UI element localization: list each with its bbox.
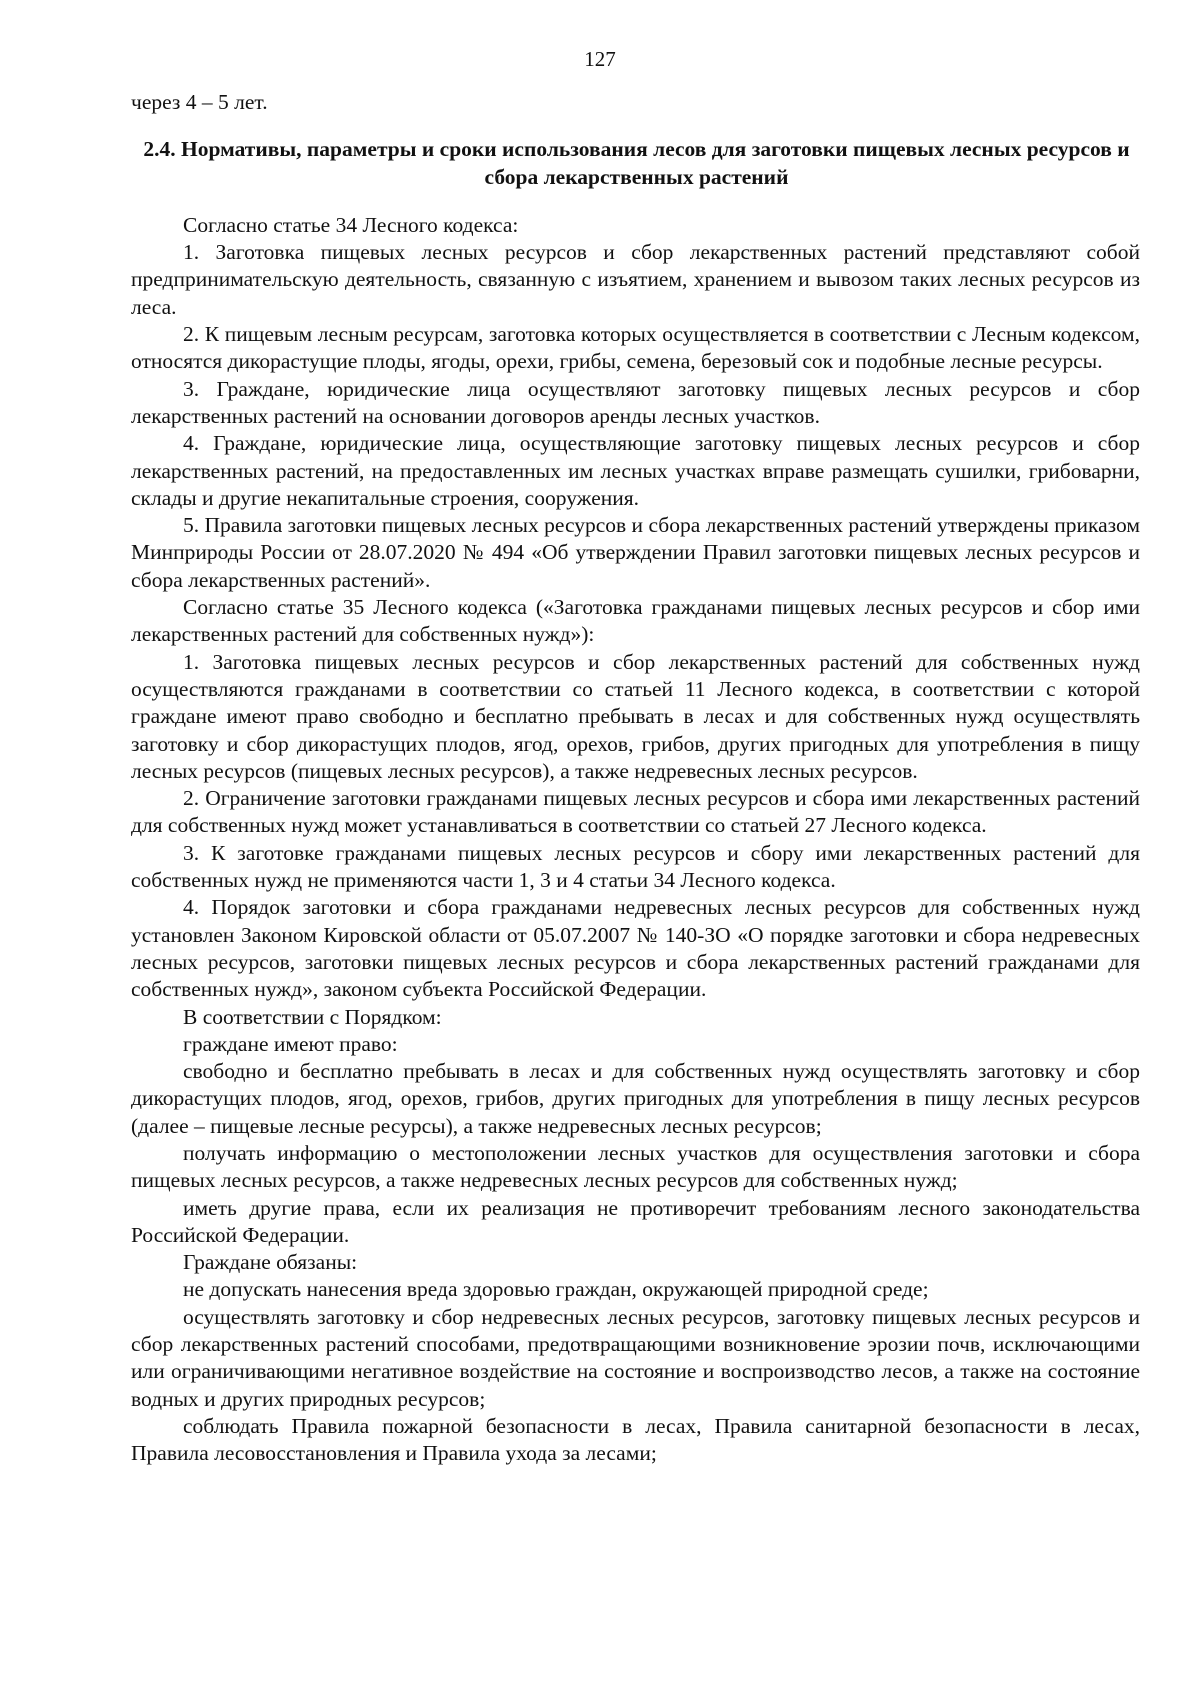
document-body <box>131 89 1140 1468</box>
carryover-text: через 4 – 5 лет. <box>131 90 268 114</box>
paragraph-art34-intro: Согласно статье 34 Лесного кодекса: <box>183 212 519 237</box>
paragraph-art34-item-5: 5. Правила заготовки пищевых лесных ресурсов и сбора лекарственных растений утверждены приказом Минприроды России от 28.07.2020 № 494 «Об утверждении Правил заготовки пищевых лесных ресурсов и сбора лекарственных растений». <box>131 513 1140 592</box>
paragraph-art34-item-2: 2. К пищевым лесным ресурсам, заготовка которых осуществляется в соответствии с Лесным кодексом, относятся дикорастущие плоды, ягоды, орехи, грибы, семена, березовый сок и подобные лесные ресурсы. <box>131 322 1140 374</box>
paragraph-art35-item-1: 1. Заготовка пищевых лесных ресурсов и сбор лекарственных растений для собственных нужд осуществляются гражданами в соответствии со статьей 11 Лесного кодекса, в соответствии с которой граждане имеют право свободно и бесплатно пребывать в лесах и для собственных нужд осуществлять заготовку и сбор дикорастущих плодов, ягод, орехов, грибов, других пригодных для употребления в пищу лесных ресурсов (пищевых лесных ресурсов), а также недревесных лесных ресурсов. <box>131 649 1140 783</box>
section-heading: 2.4. Нормативы, параметры и сроки использования лесов для заготовки пищевых лесных ресурсов и сбора лекарственных растений <box>143 137 1130 189</box>
paragraph-right-1: свободно и бесплатно пребывать в лесах и для собственных нужд осуществлять заготовку и сбор дикорастущих плодов, ягод, орехов, грибов, других пригодных для употребления в пищу лесных ресурсов (далее – пищевые лесные ресурсы), а также недревесных лесных ресурсов; <box>131 1059 1140 1138</box>
paragraph-art35-item-4: 4. Порядок заготовки и сбора гражданами недревесных лесных ресурсов для собственных нужд установлен Законом Кировской области от 05.07.2007 № 140-ЗО «О порядке заготовки и сбора недревесных лесных ресурсов, заготовки пищевых лесных ресурсов и сбора лекарственных растений гражданами для собственных нужд», законом субъекта Российской Федерации. <box>131 895 1140 1002</box>
paragraph-rights-heading: граждане имеют право: <box>183 1031 398 1056</box>
paragraph-duty-3: соблюдать Правила пожарной безопасности в лесах, Правила санитарной безопасности в лесах, Правила лесовосстановления и Правила ухода за лесами; <box>131 1413 1140 1466</box>
paragraph-art35-intro: Согласно статье 35 Лесного кодекса («Заготовка гражданами пищевых лесных ресурсов и сбор ими лекарственных растений для собственных нужд»): <box>131 595 1140 647</box>
page-number: 127 <box>584 47 616 71</box>
paragraph-art35-item-3: 3. К заготовке гражданами пищевых лесных ресурсов и сбору ими лекарственных растений для собственных нужд не применяются части 1, 3 и 4 статьи 34 Лесного кодекса. <box>131 840 1140 893</box>
paragraph-right-3: иметь другие права, если их реализация не противоречит требованиям лесного законодательства Российской Федерации. <box>131 1195 1140 1247</box>
paragraph-art34-item-4: 4. Граждане, юридические лица, осуществляющие заготовку пищевых лесных ресурсов и сбор лекарственных растений, на предоставленных им лесных участках вправе размещать сушилки, грибоварни, склады и другие некапитальные строения, сооружения. <box>131 431 1140 510</box>
paragraph-duty-1: не допускать нанесения вреда здоровью граждан, окружающей природной среде; <box>183 1277 929 1302</box>
paragraph-art34-item-1: 1. Заготовка пищевых лесных ресурсов и сбор лекарственных растений представляют собой предпринимательскую деятельность, связанную с изъятием, хранением и вывозом таких лесных ресурсов из леса. <box>131 240 1140 319</box>
paragraph-duties-heading: Граждане обязаны: <box>183 1250 358 1275</box>
paragraph-duty-2: осуществлять заготовку и сбор недревесных лесных ресурсов, заготовку пищевых лесных ресурсов и сбор лекарственных растений способами, предотвращающими возникновение эрозии почв, исключающими или ограничивающими негативное воздействие на состояние и воспроизводство лесов, а также на состояние водных и других природных ресурсов; <box>131 1304 1140 1411</box>
paragraph-order-intro: В соответствии с Порядком: <box>183 1004 442 1029</box>
paragraph-art34-item-3: 3. Граждане, юридические лица осуществляют заготовку пищевых лесных ресурсов и сбор лекарственных растений на основании договоров аренды лесных участков. <box>131 376 1140 428</box>
paragraph-right-2: получать информацию о местоположении лесных участков для осуществления заготовки и сбора пищевых лесных ресурсов, а также недревесных лесных ресурсов для собственных нужд; <box>131 1140 1140 1193</box>
paragraph-art35-item-2: 2. Ограничение заготовки гражданами пищевых лесных ресурсов и сбора ими лекарственных растений для собственных нужд может устанавливаться в соответствии со статьей 27 Лесного кодекса. <box>131 786 1140 838</box>
